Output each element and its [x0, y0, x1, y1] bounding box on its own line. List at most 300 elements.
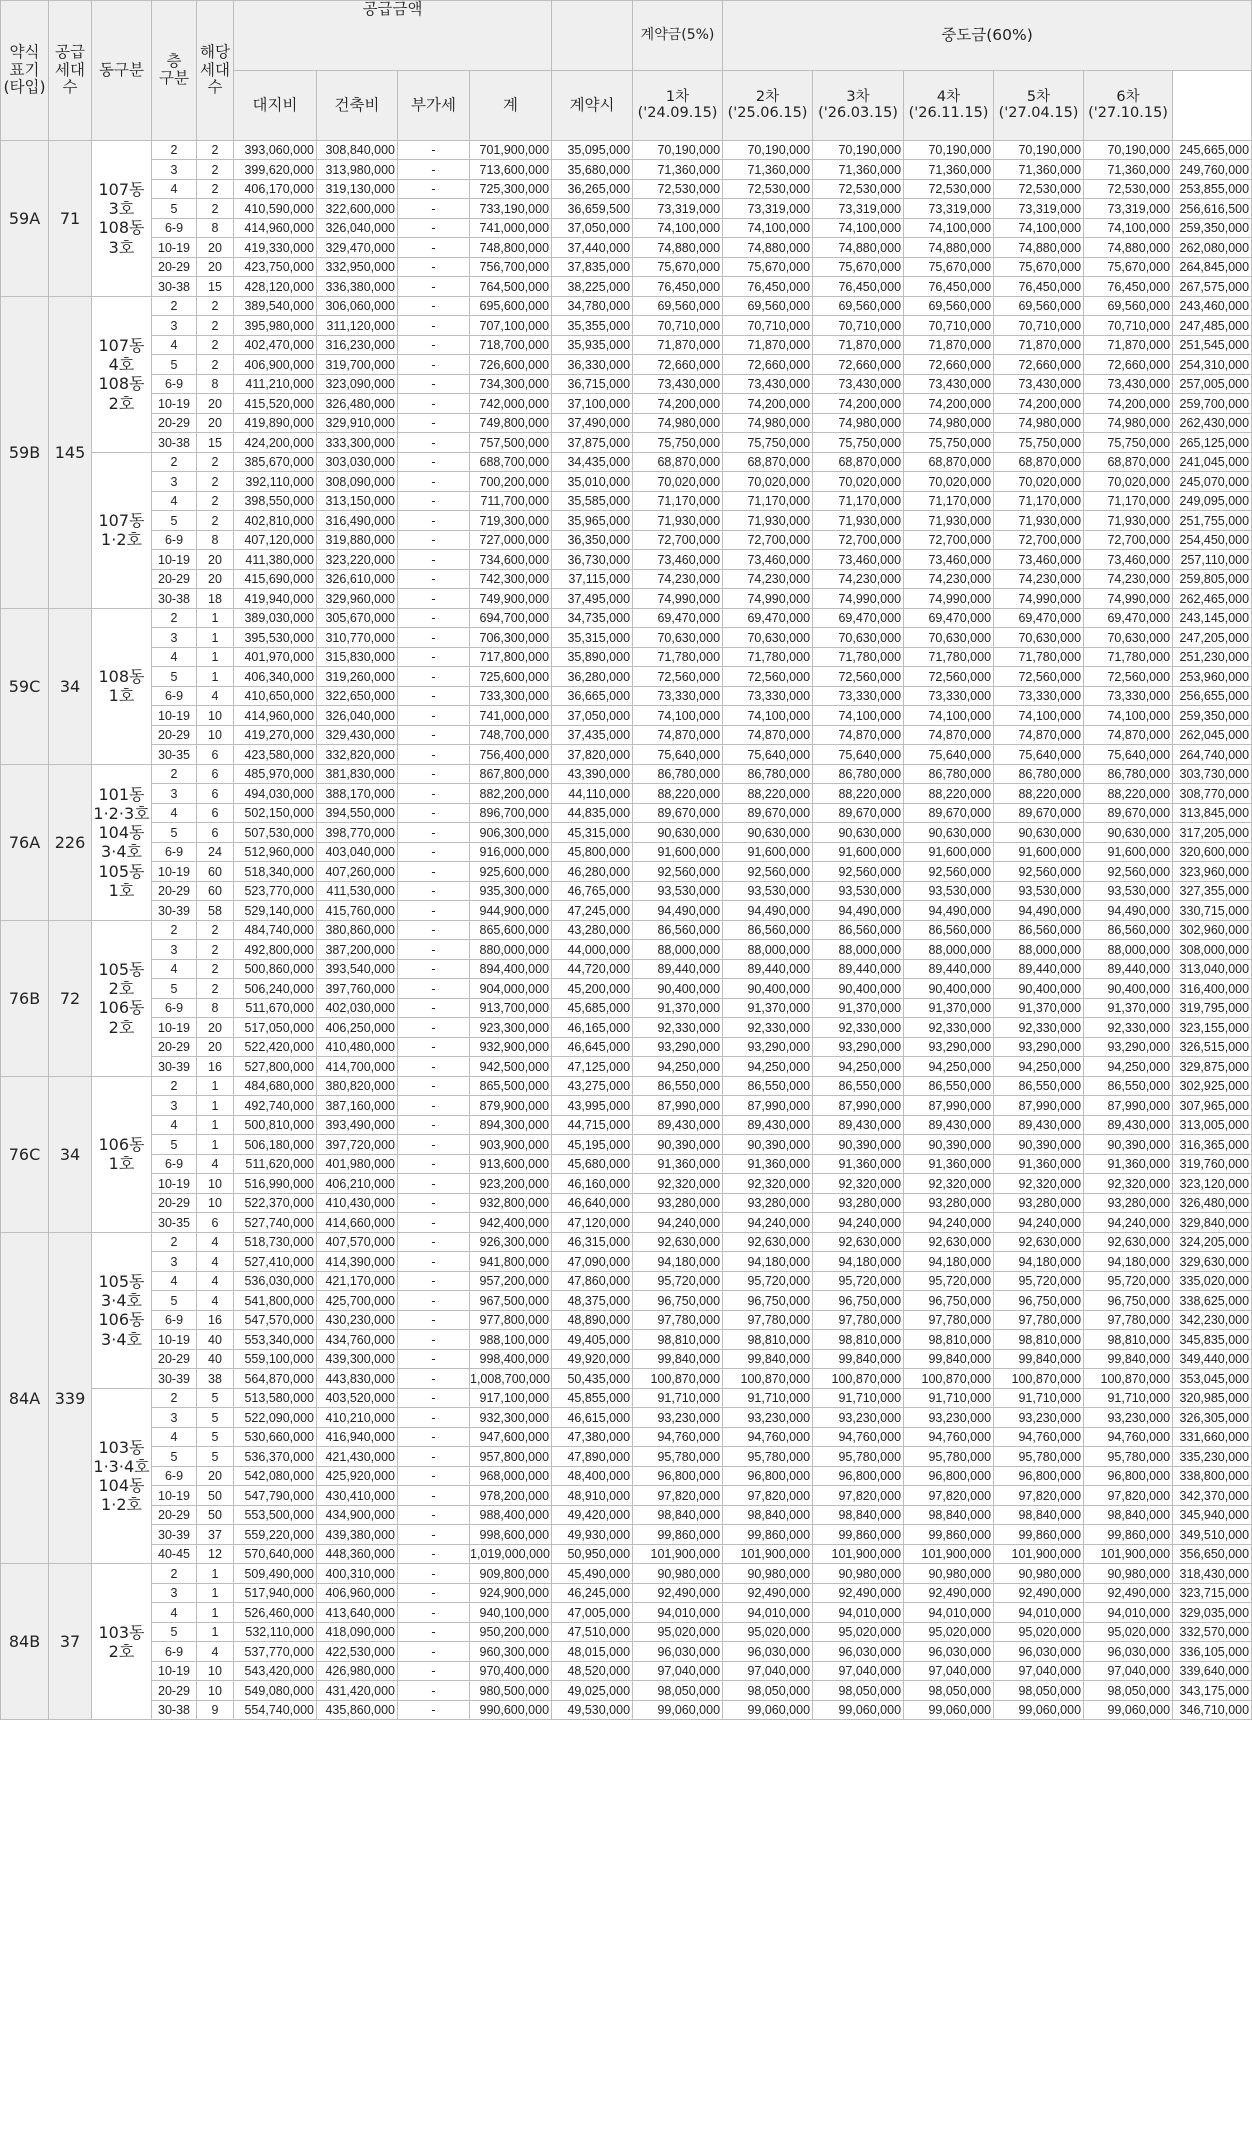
interim-2-cell: 98,810,000: [723, 1330, 813, 1350]
interim-1-cell: 92,320,000: [633, 1174, 723, 1194]
table-row: [1, 530, 1252, 550]
floor-cell: 6-9: [152, 1642, 197, 1662]
vat-cell: -: [398, 179, 470, 199]
interim-5-cell: 92,320,000: [994, 1174, 1084, 1194]
households-cell: 1: [197, 647, 234, 667]
land-cost-cell: 564,870,000: [234, 1369, 317, 1389]
total-cell: 882,200,000: [470, 784, 552, 804]
interim-4-cell: 68,870,000: [904, 452, 994, 472]
table-row: [1, 1252, 1252, 1272]
interim-6-cell: 97,040,000: [1084, 1661, 1173, 1681]
balance-cell: 318,430,000: [1173, 1564, 1252, 1584]
total-cell: 998,600,000: [470, 1525, 552, 1545]
households-cell: 2: [197, 160, 234, 180]
households-cell: 10: [197, 1661, 234, 1681]
interim-2-cell: 97,040,000: [723, 1661, 813, 1681]
interim-2-cell: 86,780,000: [723, 764, 813, 784]
header-interim-6: 6차 ('27.10.15): [1084, 70, 1173, 140]
vat-cell: -: [398, 881, 470, 901]
interim-6-cell: 87,990,000: [1084, 1096, 1173, 1116]
vat-cell: -: [398, 1408, 470, 1428]
floor-cell: 30-39: [152, 1525, 197, 1545]
interim-6-cell: 91,600,000: [1084, 842, 1173, 862]
households-cell: 2: [197, 979, 234, 999]
deposit-cell: 44,110,000: [552, 784, 633, 804]
land-cost-cell: 414,960,000: [234, 218, 317, 238]
building-cost-cell: 322,650,000: [317, 686, 398, 706]
table-row: [1, 1466, 1252, 1486]
table-row: [1, 218, 1252, 238]
interim-2-cell: 72,530,000: [723, 179, 813, 199]
interim-2-cell: 72,700,000: [723, 530, 813, 550]
interim-2-cell: 94,010,000: [723, 1603, 813, 1623]
interim-1-cell: 93,280,000: [633, 1193, 723, 1213]
table-row: [1, 140, 1252, 160]
interim-6-cell: 94,760,000: [1084, 1427, 1173, 1447]
floor-cell: 20-29: [152, 257, 197, 277]
interim-3-cell: 92,320,000: [813, 1174, 904, 1194]
table-row: [1, 472, 1252, 492]
vat-cell: -: [398, 1622, 470, 1642]
header-interim-4: 4차 ('26.11.15): [904, 70, 994, 140]
building-cost-cell: 336,380,000: [317, 277, 398, 297]
floor-cell: 6-9: [152, 998, 197, 1018]
dong-group: 106동 1호: [92, 1076, 152, 1232]
table-row: [1, 959, 1252, 979]
households-cell: 40: [197, 1330, 234, 1350]
total-cell: 695,600,000: [470, 296, 552, 316]
building-cost-cell: 400,310,000: [317, 1564, 398, 1584]
deposit-cell: 48,520,000: [552, 1661, 633, 1681]
balance-cell: 256,616,500: [1173, 199, 1252, 219]
table-row: [1, 335, 1252, 355]
interim-1-cell: 95,720,000: [633, 1271, 723, 1291]
balance-cell: 329,035,000: [1173, 1603, 1252, 1623]
interim-4-cell: 90,630,000: [904, 823, 994, 843]
deposit-cell: 47,005,000: [552, 1603, 633, 1623]
interim-5-cell: 96,800,000: [994, 1466, 1084, 1486]
balance-cell: 253,960,000: [1173, 667, 1252, 687]
interim-4-cell: 71,360,000: [904, 160, 994, 180]
interim-5-cell: 86,780,000: [994, 764, 1084, 784]
interim-4-cell: 76,450,000: [904, 277, 994, 297]
total-cell: 935,300,000: [470, 881, 552, 901]
total-cell: 978,200,000: [470, 1486, 552, 1506]
balance-cell: 353,045,000: [1173, 1369, 1252, 1389]
land-cost-cell: 523,770,000: [234, 881, 317, 901]
interim-6-cell: 70,190,000: [1084, 140, 1173, 160]
land-cost-cell: 537,770,000: [234, 1642, 317, 1662]
building-cost-cell: 397,720,000: [317, 1135, 398, 1155]
balance-cell: 323,120,000: [1173, 1174, 1252, 1194]
interim-3-cell: 91,370,000: [813, 998, 904, 1018]
interim-4-cell: 97,820,000: [904, 1486, 994, 1506]
table-row: [1, 1486, 1252, 1506]
interim-2-cell: 76,450,000: [723, 277, 813, 297]
table-row: [1, 1661, 1252, 1681]
land-cost-cell: 517,050,000: [234, 1018, 317, 1038]
land-cost-cell: 549,080,000: [234, 1681, 317, 1701]
floor-cell: 6-9: [152, 686, 197, 706]
households-cell: 10: [197, 725, 234, 745]
interim-2-cell: 99,860,000: [723, 1525, 813, 1545]
balance-cell: 251,230,000: [1173, 647, 1252, 667]
dong-group: 105동 3·4호 106동 3·4호: [92, 1232, 152, 1388]
table-body: [1, 140, 1252, 1720]
land-cost-cell: 506,240,000: [234, 979, 317, 999]
vat-cell: -: [398, 998, 470, 1018]
households-cell: 6: [197, 1213, 234, 1233]
interim-4-cell: 92,320,000: [904, 1174, 994, 1194]
total-cell: 749,900,000: [470, 589, 552, 609]
building-cost-cell: 398,770,000: [317, 823, 398, 843]
land-cost-cell: 419,330,000: [234, 238, 317, 258]
table-row: [1, 277, 1252, 297]
building-cost-cell: 306,060,000: [317, 296, 398, 316]
table-row: [1, 1271, 1252, 1291]
deposit-cell: 37,490,000: [552, 413, 633, 433]
interim-1-cell: 86,780,000: [633, 764, 723, 784]
interim-6-cell: 74,200,000: [1084, 394, 1173, 414]
interim-4-cell: 74,100,000: [904, 218, 994, 238]
land-cost-cell: 402,810,000: [234, 511, 317, 531]
interim-6-cell: 73,330,000: [1084, 686, 1173, 706]
interim-4-cell: 89,430,000: [904, 1115, 994, 1135]
building-cost-cell: 439,380,000: [317, 1525, 398, 1545]
deposit-cell: 46,280,000: [552, 862, 633, 882]
interim-6-cell: 99,860,000: [1084, 1525, 1173, 1545]
interim-2-cell: 90,630,000: [723, 823, 813, 843]
interim-1-cell: 91,600,000: [633, 842, 723, 862]
table-row: [1, 1018, 1252, 1038]
interim-2-cell: 73,330,000: [723, 686, 813, 706]
interim-1-cell: 96,030,000: [633, 1642, 723, 1662]
table-row: [1, 979, 1252, 999]
deposit-cell: 49,920,000: [552, 1349, 633, 1369]
interim-1-cell: 88,220,000: [633, 784, 723, 804]
table-row: [1, 589, 1252, 609]
vat-cell: -: [398, 1642, 470, 1662]
interim-6-cell: 69,470,000: [1084, 608, 1173, 628]
interim-4-cell: 93,290,000: [904, 1037, 994, 1057]
interim-5-cell: 89,430,000: [994, 1115, 1084, 1135]
vat-cell: -: [398, 530, 470, 550]
total-cell: 960,300,000: [470, 1642, 552, 1662]
deposit-cell: 46,165,000: [552, 1018, 633, 1038]
deposit-cell: 45,800,000: [552, 842, 633, 862]
interim-5-cell: 95,780,000: [994, 1447, 1084, 1467]
interim-6-cell: 72,530,000: [1084, 179, 1173, 199]
balance-cell: 302,960,000: [1173, 920, 1252, 940]
interim-6-cell: 70,630,000: [1084, 628, 1173, 648]
deposit-cell: 46,765,000: [552, 881, 633, 901]
land-cost-cell: 526,460,000: [234, 1603, 317, 1623]
floor-cell: 3: [152, 1096, 197, 1116]
total-cell: 741,000,000: [470, 706, 552, 726]
interim-6-cell: 92,560,000: [1084, 862, 1173, 882]
deposit-cell: 35,095,000: [552, 140, 633, 160]
interim-5-cell: 99,860,000: [994, 1525, 1084, 1545]
vat-cell: -: [398, 823, 470, 843]
interim-4-cell: 73,319,000: [904, 199, 994, 219]
deposit-cell: 45,315,000: [552, 823, 633, 843]
interim-1-cell: 87,990,000: [633, 1096, 723, 1116]
building-cost-cell: 410,480,000: [317, 1037, 398, 1057]
building-cost-cell: 430,230,000: [317, 1310, 398, 1330]
interim-3-cell: 90,630,000: [813, 823, 904, 843]
floor-cell: 4: [152, 335, 197, 355]
households-cell: 2: [197, 199, 234, 219]
interim-2-cell: 95,020,000: [723, 1622, 813, 1642]
header-supply-price: 공급금액: [234, 1, 552, 71]
balance-cell: 241,045,000: [1173, 452, 1252, 472]
building-cost-cell: 326,610,000: [317, 569, 398, 589]
balance-cell: 313,040,000: [1173, 959, 1252, 979]
land-cost-cell: 399,620,000: [234, 160, 317, 180]
header-interim-5: 5차 ('27.04.15): [994, 70, 1084, 140]
floor-cell: 3: [152, 1583, 197, 1603]
land-cost-cell: 536,370,000: [234, 1447, 317, 1467]
land-cost-cell: 522,090,000: [234, 1408, 317, 1428]
interim-1-cell: 94,490,000: [633, 901, 723, 921]
land-cost-cell: 543,420,000: [234, 1661, 317, 1681]
interim-5-cell: 74,100,000: [994, 218, 1084, 238]
table-row: [1, 647, 1252, 667]
interim-4-cell: 95,020,000: [904, 1622, 994, 1642]
balance-cell: 267,575,000: [1173, 277, 1252, 297]
building-cost-cell: 407,260,000: [317, 862, 398, 882]
building-cost-cell: 406,250,000: [317, 1018, 398, 1038]
deposit-cell: 34,780,000: [552, 296, 633, 316]
vat-cell: -: [398, 335, 470, 355]
households-cell: 2: [197, 959, 234, 979]
total-cell: 925,600,000: [470, 862, 552, 882]
balance-cell: 320,600,000: [1173, 842, 1252, 862]
interim-1-cell: 92,560,000: [633, 862, 723, 882]
interim-1-cell: 94,180,000: [633, 1252, 723, 1272]
table-row: [1, 355, 1252, 375]
interim-4-cell: 97,780,000: [904, 1310, 994, 1330]
households-cell: 20: [197, 1037, 234, 1057]
building-cost-cell: 393,490,000: [317, 1115, 398, 1135]
table-row: [1, 1622, 1252, 1642]
floor-cell: 3: [152, 940, 197, 960]
deposit-cell: 36,715,000: [552, 374, 633, 394]
interim-4-cell: 69,470,000: [904, 608, 994, 628]
balance-cell: 251,755,000: [1173, 511, 1252, 531]
vat-cell: -: [398, 140, 470, 160]
interim-6-cell: 92,490,000: [1084, 1583, 1173, 1603]
balance-cell: 256,655,000: [1173, 686, 1252, 706]
interim-4-cell: 94,240,000: [904, 1213, 994, 1233]
households-cell: 18: [197, 589, 234, 609]
interim-5-cell: 91,370,000: [994, 998, 1084, 1018]
floor-cell: 5: [152, 1447, 197, 1467]
interim-6-cell: 76,450,000: [1084, 277, 1173, 297]
interim-3-cell: 94,180,000: [813, 1252, 904, 1272]
land-cost-cell: 414,960,000: [234, 706, 317, 726]
total-cell: 903,900,000: [470, 1135, 552, 1155]
interim-3-cell: 71,780,000: [813, 647, 904, 667]
deposit-cell: 45,200,000: [552, 979, 633, 999]
table-row: [1, 1447, 1252, 1467]
interim-2-cell: 74,990,000: [723, 589, 813, 609]
deposit-cell: 37,115,000: [552, 569, 633, 589]
floor-cell: 30-38: [152, 433, 197, 453]
deposit-cell: 48,910,000: [552, 1486, 633, 1506]
interim-5-cell: 98,810,000: [994, 1330, 1084, 1350]
interim-1-cell: 92,330,000: [633, 1018, 723, 1038]
interim-1-cell: 86,550,000: [633, 1076, 723, 1096]
table-row: [1, 706, 1252, 726]
table-row: [1, 1525, 1252, 1545]
building-cost-cell: 418,090,000: [317, 1622, 398, 1642]
interim-2-cell: 89,440,000: [723, 959, 813, 979]
interim-2-cell: 91,710,000: [723, 1388, 813, 1408]
households-cell: 2: [197, 472, 234, 492]
interim-4-cell: 70,020,000: [904, 472, 994, 492]
deposit-cell: 35,585,000: [552, 491, 633, 511]
header-households: 해당 세대 수: [197, 1, 234, 141]
total-cell: 718,700,000: [470, 335, 552, 355]
floor-cell: 2: [152, 764, 197, 784]
interim-4-cell: 93,530,000: [904, 881, 994, 901]
interim-2-cell: 74,100,000: [723, 706, 813, 726]
vat-cell: -: [398, 296, 470, 316]
interim-1-cell: 72,560,000: [633, 667, 723, 687]
balance-cell: 326,515,000: [1173, 1037, 1252, 1057]
table-row: [1, 1544, 1252, 1564]
interim-6-cell: 75,640,000: [1084, 745, 1173, 765]
interim-5-cell: 87,990,000: [994, 1096, 1084, 1116]
interim-4-cell: 70,630,000: [904, 628, 994, 648]
land-cost-cell: 527,740,000: [234, 1213, 317, 1233]
interim-5-cell: 97,820,000: [994, 1486, 1084, 1506]
interim-3-cell: 88,000,000: [813, 940, 904, 960]
table-row: [1, 745, 1252, 765]
interim-4-cell: 91,710,000: [904, 1388, 994, 1408]
interim-5-cell: 93,230,000: [994, 1408, 1084, 1428]
interim-1-cell: 74,870,000: [633, 725, 723, 745]
interim-3-cell: 71,360,000: [813, 160, 904, 180]
building-cost-cell: 394,550,000: [317, 803, 398, 823]
interim-1-cell: 68,870,000: [633, 452, 723, 472]
land-cost-cell: 554,740,000: [234, 1700, 317, 1720]
total-cell: 947,600,000: [470, 1427, 552, 1447]
land-cost-cell: 411,380,000: [234, 550, 317, 570]
vat-cell: -: [398, 647, 470, 667]
households-cell: 10: [197, 1174, 234, 1194]
balance-cell: 254,450,000: [1173, 530, 1252, 550]
total-cell: 998,400,000: [470, 1349, 552, 1369]
balance-cell: 320,985,000: [1173, 1388, 1252, 1408]
interim-5-cell: 74,990,000: [994, 589, 1084, 609]
households-cell: 24: [197, 842, 234, 862]
floor-cell: 10-19: [152, 1018, 197, 1038]
interim-3-cell: 70,020,000: [813, 472, 904, 492]
balance-cell: 332,570,000: [1173, 1622, 1252, 1642]
building-cost-cell: 403,520,000: [317, 1388, 398, 1408]
balance-cell: 262,045,000: [1173, 725, 1252, 745]
table-row: [1, 413, 1252, 433]
interim-1-cell: 71,930,000: [633, 511, 723, 531]
total-cell: 932,900,000: [470, 1037, 552, 1057]
balance-cell: 338,625,000: [1173, 1291, 1252, 1311]
interim-6-cell: 73,319,000: [1084, 199, 1173, 219]
vat-cell: -: [398, 1310, 470, 1330]
table-row: [1, 803, 1252, 823]
deposit-cell: 36,330,000: [552, 355, 633, 375]
interim-4-cell: 94,010,000: [904, 1603, 994, 1623]
balance-cell: 338,800,000: [1173, 1466, 1252, 1486]
supply-units: 71: [49, 140, 92, 296]
interim-6-cell: 91,370,000: [1084, 998, 1173, 1018]
building-cost-cell: 421,430,000: [317, 1447, 398, 1467]
interim-4-cell: 99,060,000: [904, 1700, 994, 1720]
vat-cell: -: [398, 511, 470, 531]
interim-6-cell: 94,490,000: [1084, 901, 1173, 921]
building-cost-cell: 416,940,000: [317, 1427, 398, 1447]
interim-4-cell: 70,710,000: [904, 316, 994, 336]
interim-6-cell: 86,780,000: [1084, 764, 1173, 784]
total-cell: 980,500,000: [470, 1681, 552, 1701]
interim-2-cell: 75,750,000: [723, 433, 813, 453]
interim-4-cell: 86,550,000: [904, 1076, 994, 1096]
interim-3-cell: 74,200,000: [813, 394, 904, 414]
interim-4-cell: 92,490,000: [904, 1583, 994, 1603]
interim-2-cell: 68,870,000: [723, 452, 813, 472]
total-cell: 734,600,000: [470, 550, 552, 570]
balance-cell: 342,230,000: [1173, 1310, 1252, 1330]
balance-cell: 303,730,000: [1173, 764, 1252, 784]
households-cell: 5: [197, 1447, 234, 1467]
interim-3-cell: 101,900,000: [813, 1544, 904, 1564]
building-cost-cell: 333,300,000: [317, 433, 398, 453]
balance-cell: 327,355,000: [1173, 881, 1252, 901]
vat-cell: -: [398, 940, 470, 960]
interim-1-cell: 72,700,000: [633, 530, 723, 550]
interim-3-cell: 72,660,000: [813, 355, 904, 375]
interim-6-cell: 91,710,000: [1084, 1388, 1173, 1408]
land-cost-cell: 419,270,000: [234, 725, 317, 745]
building-cost-cell: 303,030,000: [317, 452, 398, 472]
interim-1-cell: 69,560,000: [633, 296, 723, 316]
table-row: [1, 1213, 1252, 1233]
interim-5-cell: 75,750,000: [994, 433, 1084, 453]
interim-6-cell: 92,320,000: [1084, 1174, 1173, 1194]
deposit-cell: 46,640,000: [552, 1193, 633, 1213]
supply-units: 339: [49, 1232, 92, 1564]
deposit-cell: 46,160,000: [552, 1174, 633, 1194]
interim-3-cell: 96,030,000: [813, 1642, 904, 1662]
interim-1-cell: 99,840,000: [633, 1349, 723, 1369]
households-cell: 4: [197, 1252, 234, 1272]
supply-units: 72: [49, 920, 92, 1076]
land-cost-cell: 415,520,000: [234, 394, 317, 414]
interim-5-cell: 73,319,000: [994, 199, 1084, 219]
interim-1-cell: 72,660,000: [633, 355, 723, 375]
interim-1-cell: 93,530,000: [633, 881, 723, 901]
supply-units: 145: [49, 296, 92, 608]
interim-5-cell: 86,560,000: [994, 920, 1084, 940]
balance-cell: 319,760,000: [1173, 1154, 1252, 1174]
interim-1-cell: 96,750,000: [633, 1291, 723, 1311]
total-cell: 924,900,000: [470, 1583, 552, 1603]
interim-3-cell: 75,670,000: [813, 257, 904, 277]
deposit-cell: 47,125,000: [552, 1057, 633, 1077]
interim-3-cell: 89,670,000: [813, 803, 904, 823]
interim-1-cell: 99,060,000: [633, 1700, 723, 1720]
